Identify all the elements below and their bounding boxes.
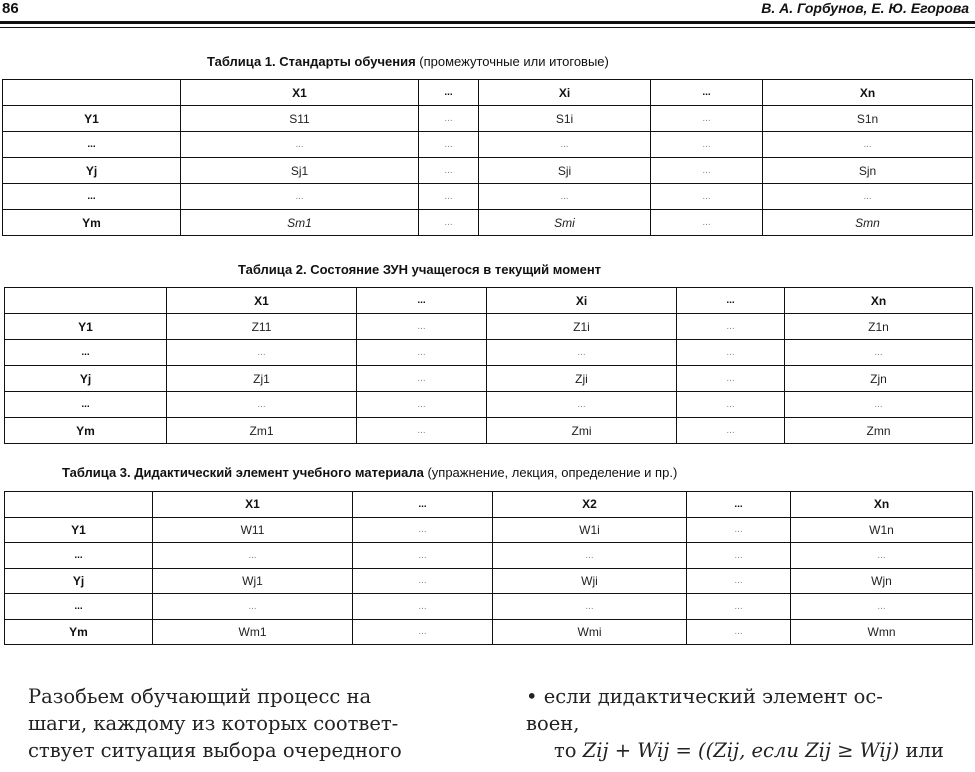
table-cell: W11 <box>153 517 353 543</box>
table-cell: ... <box>357 314 487 340</box>
table2-knowledge-state <box>4 287 973 444</box>
table-cell: ... <box>677 314 785 340</box>
table-cell: ... <box>353 517 493 543</box>
table-cell: ... <box>763 132 973 158</box>
body-line: воен, <box>526 712 580 735</box>
row-header: Yj <box>3 158 181 184</box>
table-cell: ... <box>181 132 419 158</box>
row-header: Yj <box>5 366 167 392</box>
table-cell: ... <box>181 184 419 210</box>
column-header: ... <box>687 492 791 518</box>
column-header: ... <box>357 288 487 314</box>
table-cell: Wj1 <box>153 568 353 594</box>
table-cell: ... <box>791 594 973 620</box>
table-cell: ... <box>357 366 487 392</box>
row-header: Ym <box>3 210 181 236</box>
column-header: ... <box>353 492 493 518</box>
table1-standards <box>2 79 973 236</box>
table-cell: Sji <box>479 158 651 184</box>
body-text-left-column <box>28 683 483 764</box>
table-cell: ... <box>785 392 973 418</box>
table-cell: ... <box>677 366 785 392</box>
table-cell: ... <box>651 132 763 158</box>
column-header: X1 <box>153 492 353 518</box>
table-cell: ... <box>353 543 493 569</box>
column-header: X2 <box>493 492 687 518</box>
table-cell: ... <box>419 210 479 236</box>
table-row <box>5 314 973 340</box>
table3-didactic-element <box>4 491 973 645</box>
formula-line: то Zij + Wij = ((Zij, если Zij ≥ Wij) или <box>554 739 944 762</box>
table-header-row <box>5 492 973 518</box>
header-rule-thick <box>0 21 975 24</box>
table-cell: ... <box>153 543 353 569</box>
row-header: ... <box>5 594 153 620</box>
table1-caption: Таблица 1. Стандарты обучения (промежуточные или итоговые) <box>207 54 609 69</box>
table-cell: Wmi <box>493 619 687 645</box>
table-cell: ... <box>651 184 763 210</box>
table-cell: ... <box>479 184 651 210</box>
table-cell: W1i <box>493 517 687 543</box>
column-header: Xi <box>487 288 677 314</box>
column-header <box>3 80 181 106</box>
table-cell: Wji <box>493 568 687 594</box>
table-cell: ... <box>167 340 357 366</box>
row-header: ... <box>5 340 167 366</box>
table-row <box>3 210 973 236</box>
table-cell: Zm1 <box>167 418 357 444</box>
body-line: • если дидактический элемент ос- <box>526 685 883 708</box>
column-header <box>5 492 153 518</box>
table-cell: Wjn <box>791 568 973 594</box>
row-header: Ym <box>5 418 167 444</box>
table-cell: ... <box>487 340 677 366</box>
table-row <box>5 543 973 569</box>
running-head-authors: В. А. Горбунов, Е. Ю. Егорова <box>761 0 969 16</box>
table-cell: ... <box>763 184 973 210</box>
page-header <box>0 0 975 20</box>
table-cell: ... <box>357 392 487 418</box>
table-row <box>3 184 973 210</box>
table-cell: Sjn <box>763 158 973 184</box>
table-cell: Z1n <box>785 314 973 340</box>
column-header: ... <box>651 80 763 106</box>
table-cell: ... <box>493 543 687 569</box>
table-cell: Sj1 <box>181 158 419 184</box>
table-row <box>3 106 973 132</box>
table-cell: Zjn <box>785 366 973 392</box>
table-cell: ... <box>651 210 763 236</box>
table3-caption: Таблица 3. Дидактический элемент учебного материала (упражнение, лекция, определение и пр.) <box>62 465 678 480</box>
body-line: ствует ситуация выбора очередного <box>28 739 402 762</box>
table-cell: ... <box>677 340 785 366</box>
table-cell: ... <box>785 340 973 366</box>
row-header: ... <box>5 392 167 418</box>
table-cell: Zmi <box>487 418 677 444</box>
page-number: 86 <box>2 0 19 17</box>
table-cell: Wmn <box>791 619 973 645</box>
table-cell: ... <box>687 594 791 620</box>
table-cell: Zji <box>487 366 677 392</box>
table-cell: Zmn <box>785 418 973 444</box>
table-cell: S1n <box>763 106 973 132</box>
row-header: Y1 <box>5 517 153 543</box>
table-cell: ... <box>687 619 791 645</box>
table-cell: ... <box>651 106 763 132</box>
column-header: Xn <box>785 288 973 314</box>
column-header: Xn <box>763 80 973 106</box>
table-row <box>5 340 973 366</box>
row-header: Ym <box>5 619 153 645</box>
column-header: Xi <box>479 80 651 106</box>
table-cell: ... <box>419 106 479 132</box>
column-header <box>5 288 167 314</box>
table-cell: Sm1 <box>181 210 419 236</box>
table-row <box>5 517 973 543</box>
row-header: Y1 <box>5 314 167 340</box>
table-row <box>5 619 973 645</box>
table2-caption: Таблица 2. Состояние ЗУН учащегося в текущий момент <box>238 262 602 277</box>
table-cell: ... <box>153 594 353 620</box>
body-text-right-column <box>526 683 975 764</box>
row-header: ... <box>5 543 153 569</box>
table-cell: ... <box>353 619 493 645</box>
column-header: X1 <box>181 80 419 106</box>
table-cell: ... <box>419 184 479 210</box>
body-line: Разобьем обучающий процесс на <box>28 685 372 708</box>
row-header: Yj <box>5 568 153 594</box>
table-cell: ... <box>353 594 493 620</box>
table-cell: ... <box>479 132 651 158</box>
table-cell: Smn <box>763 210 973 236</box>
table-cell: ... <box>167 392 357 418</box>
table-cell: S1i <box>479 106 651 132</box>
table-cell: ... <box>687 543 791 569</box>
table-row <box>3 132 973 158</box>
table-cell: ... <box>687 568 791 594</box>
table-cell: ... <box>357 340 487 366</box>
table-cell: ... <box>677 418 785 444</box>
table-cell: Smi <box>479 210 651 236</box>
table-cell: ... <box>357 418 487 444</box>
row-header: Y1 <box>3 106 181 132</box>
formula: Zij + Wij = ((Zij, если Zij ≥ Wij) <box>582 739 900 762</box>
table-cell: Wm1 <box>153 619 353 645</box>
table-cell: ... <box>791 543 973 569</box>
body-line: шаги, каждому из которых соответ- <box>28 712 399 735</box>
table-row <box>5 568 973 594</box>
table-cell: ... <box>487 392 677 418</box>
row-header: ... <box>3 184 181 210</box>
table-row <box>5 594 973 620</box>
table-row <box>3 158 973 184</box>
column-header: X1 <box>167 288 357 314</box>
table-header-row <box>3 80 973 106</box>
table-cell: ... <box>353 568 493 594</box>
table-cell: ... <box>651 158 763 184</box>
table-cell: ... <box>677 392 785 418</box>
table-cell: Z11 <box>167 314 357 340</box>
table-cell: ... <box>419 132 479 158</box>
table-row <box>5 366 973 392</box>
table-row <box>5 392 973 418</box>
column-header: Xn <box>791 492 973 518</box>
column-header: ... <box>677 288 785 314</box>
header-rule-thin <box>0 27 975 28</box>
table-row <box>5 418 973 444</box>
row-header: ... <box>3 132 181 158</box>
table-cell: ... <box>493 594 687 620</box>
column-header: ... <box>419 80 479 106</box>
table-cell: W1n <box>791 517 973 543</box>
table-cell: S11 <box>181 106 419 132</box>
table-cell: Z1i <box>487 314 677 340</box>
table-cell: ... <box>419 158 479 184</box>
table-header-row <box>5 288 973 314</box>
table-cell: Zj1 <box>167 366 357 392</box>
table-cell: ... <box>687 517 791 543</box>
